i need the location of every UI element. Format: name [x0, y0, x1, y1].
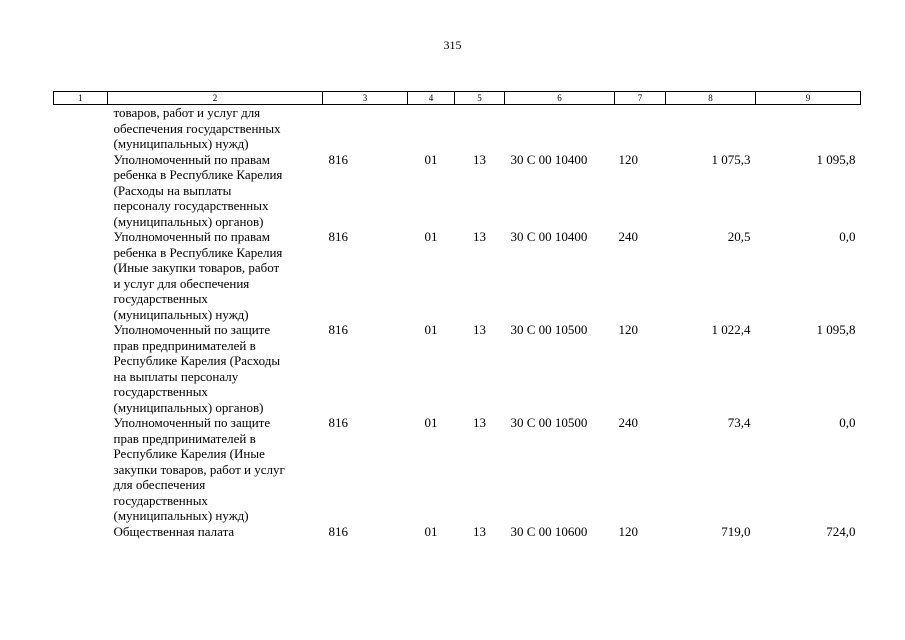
name-line: (Иные закупки товаров, работ	[113, 260, 280, 275]
name-line: государственных	[113, 492, 208, 508]
name-line: Уполномоченный по правам	[113, 229, 270, 244]
cell-name	[108, 322, 323, 415]
cell-subsection: 13	[473, 415, 486, 430]
name-line: персоналу государственных	[113, 198, 269, 213]
cell-ministry: 816	[328, 229, 348, 244]
cell-amount-2: 1 095,8	[816, 151, 856, 167]
cell-expense-type: 120	[618, 151, 638, 167]
cell-target: 30 С 00 10500	[510, 322, 588, 337]
header-row	[54, 92, 861, 105]
cell-expense-type: 240	[618, 415, 638, 430]
column-header-2: 2	[108, 92, 323, 105]
cell-amount-1: 719,0	[721, 523, 751, 539]
name-line: Уполномоченный по правам	[113, 151, 270, 167]
cell-subsection: 13	[473, 322, 486, 337]
cell-amount-2: 1 095,8	[816, 322, 856, 337]
column-header-1: 1	[54, 92, 108, 105]
table-row	[54, 524, 861, 540]
name-line: (муниципальных) органов)	[113, 399, 264, 415]
cell-expense-type	[615, 105, 666, 152]
name-line: закупки товаров, работ и услуг	[113, 461, 285, 477]
name-line: (муниципальных) органов)	[113, 213, 264, 229]
name-line: прав предпринимателей в	[113, 430, 256, 446]
name-line: на выплаты персоналу	[113, 368, 239, 384]
cell-subsection: 13	[473, 229, 486, 244]
cell-ministry: 816	[328, 523, 348, 539]
cell-amount-2	[756, 105, 861, 152]
cell-name	[108, 105, 323, 152]
name-line: Республике Карелия (Иные	[113, 446, 265, 461]
table-row	[54, 152, 861, 230]
cell-amount-2: 0,0	[839, 415, 856, 430]
cell-amount-2: 0,0	[839, 229, 856, 244]
cell-1	[54, 415, 108, 524]
cell-expense-type: 120	[618, 322, 638, 337]
name-line: (муниципальных) нужд)	[113, 508, 249, 523]
column-header-4: 4	[408, 92, 455, 105]
name-line: товаров, работ и услуг для	[113, 105, 261, 120]
cell-amount-1: 1 075,3	[711, 151, 751, 167]
cell-1	[54, 524, 108, 540]
cell-subsection	[455, 105, 505, 152]
name-line: Республике Карелия (Расходы	[113, 353, 281, 368]
cell-subsection: 13	[473, 523, 486, 539]
name-line: обеспечения государственных	[113, 120, 281, 136]
page-number: 315	[443, 38, 462, 52]
name-line: ребенка в Республике Карелия	[113, 167, 283, 182]
cell-name	[108, 152, 323, 230]
table-row	[54, 105, 861, 152]
name-line: и услуг для обеспечения	[113, 275, 250, 291]
name-line: ребенка в Республике Карелия	[113, 244, 283, 260]
table-row	[54, 322, 861, 415]
name-line: Уполномоченный по защите	[113, 415, 271, 430]
cell-expense-type: 240	[618, 229, 638, 244]
cell-name	[108, 415, 323, 524]
cell-amount-1	[666, 105, 756, 152]
column-header-8: 8	[666, 92, 756, 105]
cell-1	[54, 105, 108, 152]
cell-name	[108, 229, 323, 322]
column-header-7: 7	[615, 92, 666, 105]
cell-section: 01	[424, 415, 438, 430]
cell-amount-1: 20,5	[727, 229, 751, 244]
name-line: Уполномоченный по защите	[113, 322, 271, 337]
cell-section: 01	[424, 322, 438, 337]
cell-ministry: 816	[328, 415, 348, 430]
table-row	[54, 415, 861, 524]
name-line: государственных	[113, 384, 208, 399]
cell-section: 01	[424, 151, 438, 167]
cell-amount-1: 1 022,4	[711, 322, 751, 337]
cell-target: 30 С 00 10400	[510, 151, 588, 167]
column-header-9: 9	[756, 92, 861, 105]
table-row	[54, 229, 861, 322]
budget-table	[53, 91, 861, 539]
name-line: государственных	[113, 291, 208, 306]
name-line: для обеспечения	[113, 477, 206, 492]
column-header-6: 6	[505, 92, 615, 105]
cell-amount-1: 73,4	[727, 415, 751, 430]
cell-1	[54, 229, 108, 322]
name-line: (Расходы на выплаты	[113, 182, 232, 198]
name-line: прав предпринимателей в	[113, 337, 256, 353]
cell-expense-type: 120	[618, 523, 638, 539]
cell-ministry: 816	[328, 322, 348, 337]
cell-1	[54, 322, 108, 415]
cell-target: 30 С 00 10400	[510, 229, 588, 244]
name-line: (муниципальных) нужд)	[113, 306, 249, 322]
name-line: (муниципальных) нужд)	[113, 136, 249, 151]
column-header-3: 3	[323, 92, 408, 105]
cell-target: 30 С 00 10600	[510, 523, 588, 539]
cell-target	[505, 105, 615, 152]
cell-section: 01	[424, 229, 438, 244]
cell-target: 30 С 00 10500	[510, 415, 588, 430]
cell-ministry: 816	[328, 151, 348, 167]
cell-section	[408, 105, 455, 152]
cell-subsection: 13	[473, 151, 486, 167]
cell-ministry	[323, 105, 408, 152]
column-header-5: 5	[455, 92, 505, 105]
cell-section: 01	[424, 523, 438, 539]
cell-amount-2: 724,0	[826, 523, 856, 539]
name-line: Общественная палата	[113, 523, 235, 539]
cell-1	[54, 152, 108, 230]
cell-name	[108, 524, 323, 540]
